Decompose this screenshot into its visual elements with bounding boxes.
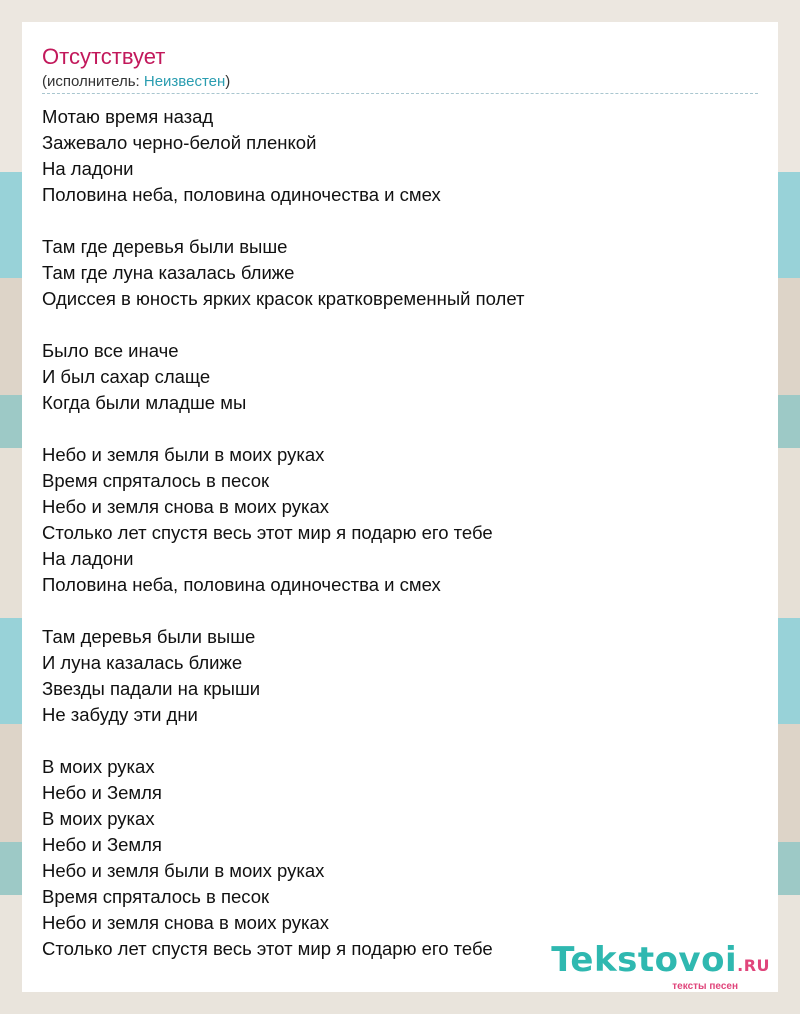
lyrics-stanza bbox=[42, 754, 742, 962]
logo-wordmark bbox=[551, 942, 770, 984]
lyrics-stanza bbox=[42, 442, 742, 598]
lyrics-line: Время спряталось в песок bbox=[42, 886, 270, 907]
artist-line bbox=[42, 73, 230, 91]
artist-suffix: ) bbox=[225, 73, 231, 90]
lyrics-line: Небо и земля были в моих руках bbox=[42, 444, 325, 465]
song-title: Отсутствует bbox=[42, 44, 166, 69]
lyrics-line: И был сахар слаще bbox=[42, 366, 211, 387]
lyrics-line: Время спряталось в песок bbox=[42, 470, 270, 491]
logo-tagline: тексты песен bbox=[672, 981, 738, 992]
lyrics-stanza bbox=[42, 624, 742, 728]
lyrics-line: Зажевало черно-белой пленкой bbox=[42, 132, 317, 153]
lyrics-card bbox=[22, 22, 778, 992]
lyrics-line: Половина неба, половина одиночества и смех bbox=[42, 184, 441, 205]
lyrics-line: Не забуду эти дни bbox=[42, 704, 198, 725]
lyrics-line: Одиссея в юность ярких красок кратковременный полет bbox=[42, 288, 525, 309]
lyrics-line: Небо и земля были в моих руках bbox=[42, 860, 325, 881]
lyrics-body bbox=[42, 104, 742, 988]
lyrics-line: Звезды падали на крыши bbox=[42, 678, 261, 699]
lyrics-stanza bbox=[42, 234, 742, 312]
lyrics-line: И луна казалась ближе bbox=[42, 652, 243, 673]
lyrics-line: Небо и Земля bbox=[42, 782, 162, 803]
divider bbox=[42, 93, 758, 94]
lyrics-line: Половина неба, половина одиночества и смех bbox=[42, 574, 441, 595]
lyrics-line: Когда были младше мы bbox=[42, 392, 247, 413]
lyrics-stanza bbox=[42, 104, 742, 208]
logo-main-text: Tekstovoi bbox=[551, 940, 738, 980]
lyrics-line: Мотаю время назад bbox=[42, 106, 214, 127]
logo-tld: .RU bbox=[737, 956, 770, 975]
lyrics-line: На ладони bbox=[42, 548, 134, 569]
lyrics-line: Столько лет спустя весь этот мир я подарю его тебе bbox=[42, 938, 493, 959]
artist-prefix: (исполнитель: bbox=[42, 73, 144, 90]
lyrics-line: В моих руках bbox=[42, 756, 155, 777]
lyrics-line: Там где деревья были выше bbox=[42, 236, 288, 257]
lyrics-line: Небо и Земля bbox=[42, 834, 162, 855]
lyrics-line: Небо и земля снова в моих руках bbox=[42, 496, 330, 517]
artist-link[interactable]: Неизвестен bbox=[143, 73, 226, 90]
lyrics-line: Небо и земля снова в моих руках bbox=[42, 912, 330, 933]
lyrics-line: В моих руках bbox=[42, 808, 155, 829]
lyrics-line: Там деревья были выше bbox=[42, 626, 256, 647]
lyrics-line: Было все иначе bbox=[42, 340, 179, 361]
lyrics-line: На ладони bbox=[42, 158, 134, 179]
site-logo[interactable] bbox=[551, 942, 770, 992]
lyrics-line: Там где луна казалась ближе bbox=[42, 262, 295, 283]
lyrics-stanza bbox=[42, 338, 742, 416]
lyrics-line: Столько лет спустя весь этот мир я подарю его тебе bbox=[42, 522, 493, 543]
